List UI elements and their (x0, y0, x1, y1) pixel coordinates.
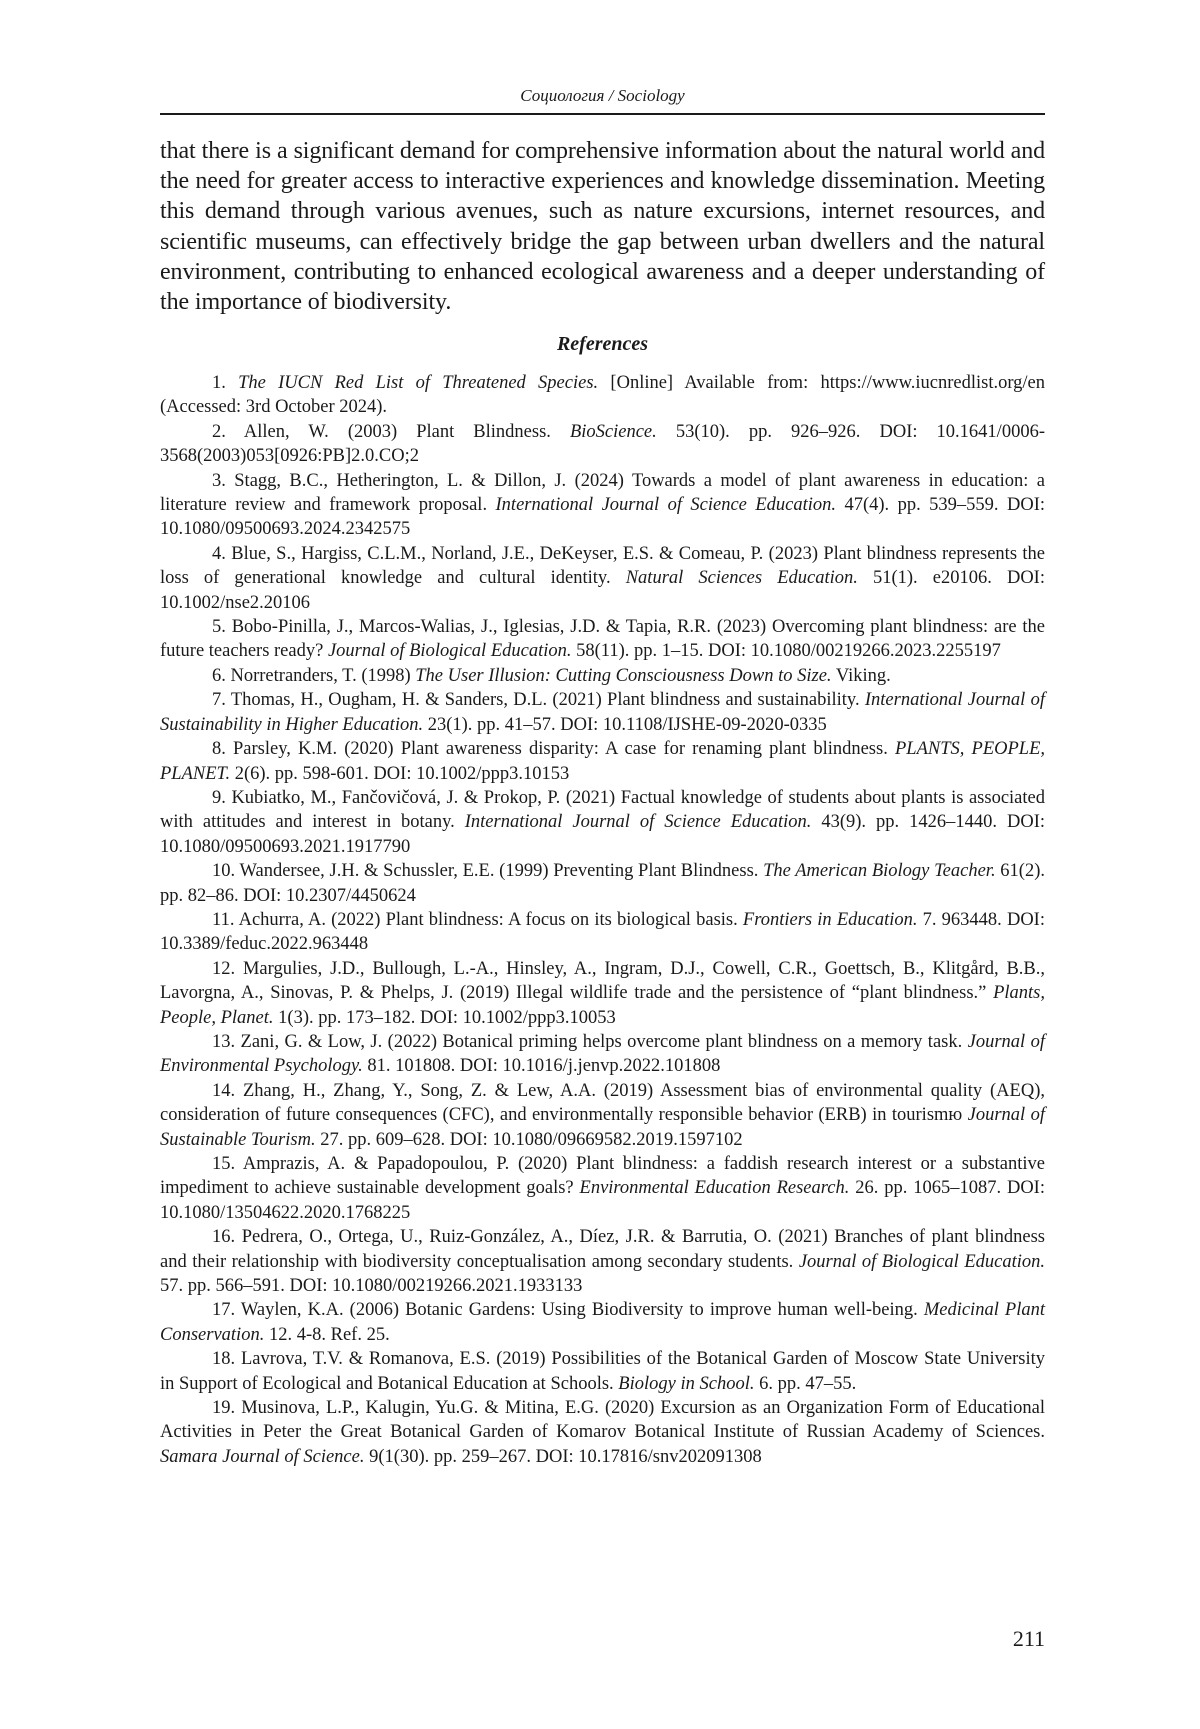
reference-item (160, 1298, 1045, 1347)
reference-details: Viking. (831, 665, 891, 686)
reference-item (160, 786, 1045, 859)
header-rule (160, 113, 1045, 115)
references-heading: References (556, 333, 649, 355)
reference-authors: Margulies, J.D., Bullough, L.-A., Hinsley, A., Ingram, D.J., Cowell, C.R., Goettsch, B., Klitgård, B.B., Lavorgna, A., Sinovas, P. & Phelps, J. (2019) Illegal wildlife trade and the persistence of “plant blindness.” (160, 958, 1046, 1004)
reference-item (160, 1079, 1045, 1152)
reference-item (160, 1347, 1045, 1396)
reference-details: [Online] Available from: https://www.iucnredlist.org/en (Accessed: 3rd October 2024). (160, 373, 1046, 418)
reference-details: 6. pp. 47–55. (754, 1373, 857, 1394)
reference-source-title: Frontiers in Education. (742, 909, 918, 930)
reference-authors: Stagg, B.C., Hetherington, L. & Dillon, J. (2024) Towards a model of plant awareness in education: a literature review and framework proposal. (160, 470, 1045, 516)
reference-details: 53(10). pp. 926–926. DOI: 10.1641/0006-3568(2003)053[0926:PB]2.0.CO;2 (160, 421, 1045, 467)
reference-item (160, 859, 1045, 908)
reference-item (160, 957, 1045, 1030)
reference-number: 11. (212, 909, 235, 930)
reference-authors: Amprazis, A. & Papadopoulou, P. (2020) Plant blindness: a faddish research interest or a substantive impediment to achieve sustainable development goals? (160, 1154, 1045, 1199)
reference-source-title: Environmental Education Research. (579, 1178, 850, 1199)
reference-source-title: PLANTS, PEOPLE, PLANET. (160, 739, 1045, 784)
reference-item (160, 542, 1045, 615)
reference-source-title: Plants, People, Planet. (160, 983, 1045, 1028)
reference-source-title: International Journal of Sustainability in Higher Education. (160, 690, 1045, 735)
reference-item (160, 615, 1045, 664)
reference-item (160, 371, 1045, 420)
reference-number: 9. (212, 787, 226, 808)
reference-number: 5. (212, 617, 226, 638)
reference-source-title: Medicinal Plant Conservation. (160, 1300, 1045, 1345)
reference-source-title: The American Biology Teacher. (763, 861, 996, 882)
reference-source-title: Biology in School. (618, 1373, 755, 1394)
reference-authors: Wandersee, J.H. & Schussler, E.E. (1999) Preventing Plant Blindness. (239, 861, 764, 882)
body-paragraph: that there is a significant demand for comprehensive information about the natural world and the need for greater access to interactive experiences and knowledge dissemination. Meeting this demand through various avenues, such as nature excursions, internet resources, and scientific museums, can effectively bridge the gap between urban dwellers and the natural environment, contributing to enhanced ecological awareness and a deeper understanding of the importance of biodiversity. (160, 138, 1045, 316)
page-number: 211 (1012, 1626, 1045, 1651)
reference-source-title: Natural Sciences Education. (625, 568, 858, 589)
reference-authors: Blue, S., Hargiss, C.L.M., Norland, J.E., DeKeyser, E.S. & Comeau, P. (2023) Plant blindness represents the loss of generational knowledge and cultural identity. (160, 543, 1045, 589)
reference-details: 57. pp. 566–591. DOI: 10.1080/00219266.2021.1933133 (160, 1276, 583, 1297)
reference-details: 1(3). pp. 173–182. DOI: 10.1002/ppp3.10053 (273, 1007, 616, 1028)
reference-source-title: Journal of Biological Education. (327, 641, 572, 662)
reference-number: 1. (212, 373, 226, 393)
reference-details: 7. 963448. DOI: 10.3389/feduc.2022.963448 (160, 909, 1045, 955)
journal-page (160, 0, 1045, 1729)
reference-number: 17. (212, 1300, 236, 1321)
reference-number: 14. (212, 1080, 236, 1101)
reference-authors: Norretranders, T. (1998) (230, 665, 416, 686)
reference-details: 51(1). e20106. DOI: 10.1002/nse2.20106 (160, 568, 1045, 613)
reference-number: 10. (212, 861, 236, 882)
reference-source-title: The IUCN Red List of Threatened Species. (238, 373, 599, 393)
reference-authors: Musinova, L.P., Kalugin, Yu.G. & Mitina, E.G. (2020) Excursion as an Organization Form of Educational Activities in Peter the Great Botanical Garden of Komarov Botanical Institute of Russian Academy of Sciences. (160, 1398, 1045, 1443)
reference-number: 12. (212, 958, 236, 979)
reference-item (160, 908, 1045, 957)
reference-authors: Parsley, K.M. (2020) Plant awareness disparity: A case for renaming plant blindness. (233, 739, 895, 760)
reference-item (160, 1152, 1045, 1225)
reference-authors: Waylen, K.A. (2006) Botanic Gardens: Using Biodiversity to improve human well-being. (240, 1300, 924, 1321)
reference-number: 8. (212, 739, 226, 760)
reference-details: 27. pp. 609–628. DOI: 10.1080/09669582.2019.1597102 (315, 1129, 743, 1150)
reference-details: 2(6). pp. 598-601. DOI: 10.1002/ppp3.10153 (230, 763, 570, 784)
reference-number: 13. (212, 1031, 236, 1052)
running-head: Социология / Sociology (520, 86, 685, 105)
reference-details: 58(11). pp. 1–15. DOI: 10.1080/00219266.2023.2255197 (571, 641, 1001, 662)
reference-details: 26. pp. 1065–1087. DOI: 10.1080/13504622.2020.1768225 (160, 1178, 1045, 1223)
reference-item (160, 1396, 1045, 1469)
reference-source-title: International Journal of Science Education. (464, 812, 812, 833)
reference-details: 12. 4-8. Ref. 25. (264, 1324, 390, 1345)
reference-number: 16. (212, 1227, 236, 1248)
reference-details: 9(1(30). pp. 259–267. DOI: 10.17816/snv202091308 (364, 1446, 762, 1467)
reference-source-title: BioScience. (569, 421, 657, 442)
reference-source-title: Journal of Sustainable Tourism. (160, 1105, 1045, 1150)
reference-details: 81. 101808. DOI: 10.1016/j.jenvp.2022.101808 (362, 1056, 721, 1077)
reference-details: 43(9). pp. 1426–1440. DOI: 10.1080/09500693.2021.1917790 (160, 812, 1045, 857)
reference-authors: Zhang, H., Zhang, Y., Song, Z. & Lew, A.A. (2019) Assessment bias of environmental quality (AEQ), consideration of future consequences (CFC), and environmentally responsible behavior (ERB) in tourismю (160, 1080, 1045, 1126)
reference-item (160, 688, 1045, 737)
reference-number: 7. (212, 690, 226, 711)
reference-item (160, 420, 1045, 469)
reference-authors: Allen, W. (2003) Plant Blindness. (243, 421, 570, 442)
reference-authors: Pedrera, O., Ortega, U., Ruiz-González, A., Díez, J.R. & Barrutia, O. (2021) Branches of plant blindness and their relationship with biodiversity conceptualisation among secondary students. (160, 1227, 1046, 1272)
reference-authors: Thomas, H., Ougham, H. & Sanders, D.L. (2021) Plant blindness and sustainability. (230, 690, 865, 711)
reference-authors: Lavrova, T.V. & Romanova, E.S. (2019) Possibilities of the Botanical Garden of Moscow State University in Support of Ecological and Botanical Education at Schools. (160, 1349, 1046, 1394)
reference-source-title: International Journal of Science Education. (495, 495, 837, 516)
reference-item (160, 469, 1045, 542)
reference-number: 6. (212, 665, 226, 686)
reference-authors: Zani, G. & Low, J. (2022) Botanical priming helps overcome plant blindness on a memory task. (240, 1031, 968, 1052)
reference-number: 18. (212, 1349, 236, 1370)
reference-authors: Kubiatko, M., Fančovičová, J. & Prokop, P. (2021) Factual knowledge of students about plants is associated with attitudes and interest in botany. (160, 787, 1045, 833)
reference-source-title: Journal of Environmental Psychology. (160, 1031, 1045, 1077)
reference-number: 15. (212, 1154, 236, 1174)
reference-details: 47(4). pp. 539–559. DOI: 10.1080/09500693.2024.2342575 (160, 495, 1045, 540)
reference-item (160, 1225, 1045, 1298)
reference-number: 19. (212, 1398, 236, 1419)
reference-authors: Bobo-Pinilla, J., Marcos-Walias, J., Iglesias, J.D. & Tapia, R.R. (2023) Overcoming plant blindness: are the future teachers ready? (160, 617, 1046, 662)
reference-source-title: Samara Journal of Science. (160, 1446, 365, 1467)
reference-item (160, 664, 1045, 688)
reference-authors: Achurra, A. (2022) Plant blindness: A focus on its biological basis. (238, 909, 743, 930)
reference-number: 4. (212, 543, 226, 564)
reference-details: 61(2). pp. 82–86. DOI: 10.2307/4450624 (160, 861, 1045, 906)
reference-number: 2. (212, 421, 226, 442)
reference-details: 23(1). pp. 41–57. DOI: 10.1108/IJSHE-09-2020-0335 (423, 714, 827, 735)
reference-number: 3. (212, 470, 226, 491)
reference-source-title: Journal of Biological Education. (798, 1251, 1045, 1272)
reference-source-title: The User Illusion: Cutting Consciousness Down to Size. (415, 665, 832, 686)
reference-item (160, 1030, 1045, 1079)
reference-item (160, 737, 1045, 786)
reference-list (160, 371, 1045, 1469)
